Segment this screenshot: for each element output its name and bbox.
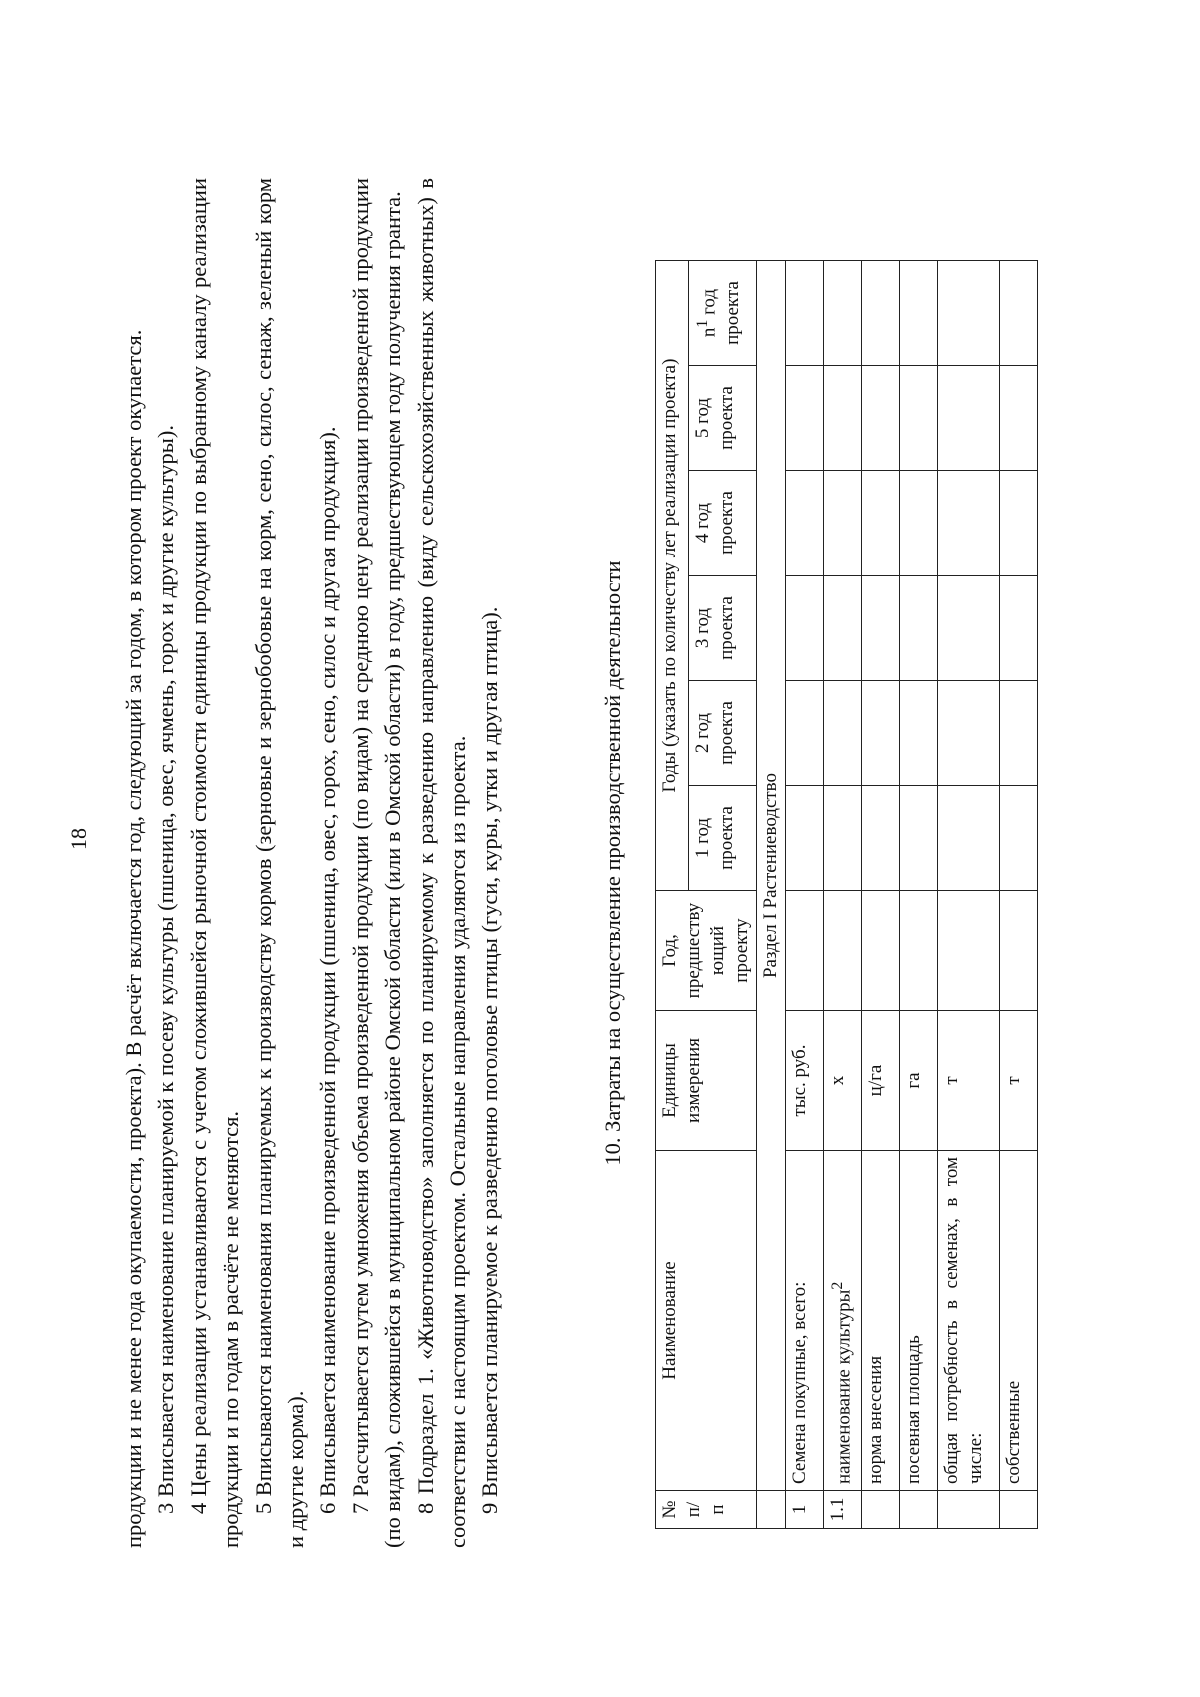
- empty-cell: [938, 471, 1000, 576]
- empty-cell: [938, 681, 1000, 786]
- empty-cell: [900, 471, 938, 576]
- empty-cell: [786, 576, 824, 681]
- empty-cell: [824, 576, 862, 681]
- paragraph: 7 Рассчитывается путем умножения объема произведенной продукции (по видам) на среднюю цену реализации произведенной продукции (по видам), сложившейся в муниципальном районе Омской области (или в Омской области) в году, предшествующем году получения гранта.: [347, 178, 406, 1548]
- row-name-text: наименование культуры: [833, 1289, 855, 1484]
- header-year-2: 2 год проекта: [689, 681, 757, 786]
- row-name: [862, 1151, 900, 1491]
- footnote-mark: 2: [829, 1281, 846, 1290]
- empty-cell: [862, 891, 900, 1011]
- header-year-n: [689, 261, 757, 366]
- empty-cell: [786, 891, 824, 1011]
- empty-cell: [900, 681, 938, 786]
- empty-cell: [1000, 891, 1038, 1011]
- paragraph: 3 Вписывается наименование планируемой к посеву культуры (пшеница, овес, ячмень, горох и другие культуры).: [153, 425, 179, 1514]
- header-row-top: [656, 261, 689, 1529]
- empty-cell: [1000, 471, 1038, 576]
- row-unit: т: [938, 1011, 1000, 1151]
- table-row: [1000, 261, 1038, 1529]
- row-num: 1: [786, 1491, 824, 1529]
- section-row: [757, 261, 786, 1529]
- row-num: [938, 1491, 1000, 1529]
- row-name: [1000, 1151, 1038, 1491]
- row-unit: т: [1000, 1011, 1038, 1151]
- paragraph: 4 Цены реализации устанавливаются с учетом сложившейся рыночной стоимости единицы продукции по выбранному каналу реализации продукции и по годам в расчёте не меняются.: [185, 178, 244, 1548]
- empty-cell: [862, 366, 900, 471]
- empty-cell: [824, 471, 862, 576]
- header-year-n-prefix: n: [698, 327, 720, 338]
- header-year-n-suffix: год проекта: [698, 281, 744, 345]
- empty-cell: [862, 681, 900, 786]
- table-body: [757, 261, 1038, 1529]
- empty-cell: [938, 576, 1000, 681]
- empty-cell: [900, 576, 938, 681]
- empty-cell: [786, 786, 824, 891]
- table-row: [938, 261, 1000, 1529]
- row-num: [1000, 1491, 1038, 1529]
- body-text: [118, 178, 507, 1548]
- row-num: [900, 1491, 938, 1529]
- empty-cell: [862, 786, 900, 891]
- empty-cell: [900, 366, 938, 471]
- row-unit: ц/га: [862, 1011, 900, 1151]
- row-name-text: общая потребность в семенах, в том числе:: [941, 1157, 986, 1484]
- row-name: [938, 1151, 1000, 1491]
- empty-cell: [786, 261, 824, 366]
- empty-cell: [786, 681, 824, 786]
- empty-cell: [900, 261, 938, 366]
- paragraph: 8 Подраздел 1. «Животноводство» заполняется по планируемому к разведению направлению (виду сельскохозяйственных животных) в соответствии с настоящим проектом. Остальные направления удаляются из проекта.: [412, 178, 471, 1548]
- empty-cell: [824, 681, 862, 786]
- empty-cell: [900, 786, 938, 891]
- empty-cell: [938, 366, 1000, 471]
- section-row-num: [757, 1491, 786, 1529]
- header-year-n-sup: 1: [694, 319, 712, 328]
- section-row-label: Раздел I Растениеводство: [757, 261, 786, 1491]
- empty-cell: [938, 786, 1000, 891]
- header-prev-year: Год, предшеству ющий проекту: [656, 891, 757, 1011]
- row-name-text: норма внесения: [865, 1355, 886, 1484]
- row-num: 1.1: [824, 1491, 862, 1529]
- empty-cell: [1000, 576, 1038, 681]
- empty-cell: [824, 786, 862, 891]
- paragraph: 9 Вписывается планируемое к разведению поголовье птицы (гуси, куры, утки и другая птица).: [477, 606, 503, 1514]
- page-number: 18: [66, 828, 91, 850]
- row-name: [786, 1151, 824, 1491]
- header-year-1: 1 год проекта: [689, 786, 757, 891]
- paragraph: 6 Вписывается наименование произведенной продукции (пшеница, овес, горох, сено, силос и другая продукция).: [315, 426, 341, 1514]
- row-name-text: Семена покупные, всего:: [789, 1281, 810, 1484]
- empty-cell: [862, 471, 900, 576]
- row-name-text: собственные: [1003, 1380, 1024, 1484]
- table-row: [824, 261, 862, 1529]
- empty-cell: [862, 261, 900, 366]
- section-title: 10. Затраты на осуществление производственной деятельности: [600, 560, 625, 1166]
- paragraph: продукции и не менее года окупаемости, проекта). В расчёт включается год, следующий за годом, в котором проект окупается.: [121, 329, 146, 1548]
- empty-cell: [1000, 786, 1038, 891]
- header-year-4: 4 год проекта: [689, 471, 757, 576]
- paragraph: 5 Вписываются наименования планируемых к производству кормов (зерновые и зернобобовые на корм, сено, силос, сенаж, зеленый корм и другие корма).: [250, 178, 309, 1548]
- empty-cell: [786, 471, 824, 576]
- empty-cell: [824, 891, 862, 1011]
- table-row: [900, 261, 938, 1529]
- empty-cell: [824, 366, 862, 471]
- header-years-group: Годы (указать по количеству лет реализации проекта): [656, 261, 689, 891]
- header-units: Единицы измерения: [656, 1011, 757, 1151]
- header-name: Наименование: [656, 1151, 757, 1491]
- empty-cell: [938, 261, 1000, 366]
- empty-cell: [1000, 366, 1038, 471]
- empty-cell: [786, 366, 824, 471]
- empty-cell: [1000, 261, 1038, 366]
- table-row: [786, 261, 824, 1529]
- row-unit: х: [824, 1011, 862, 1151]
- row-num: [862, 1491, 900, 1529]
- empty-cell: [824, 261, 862, 366]
- empty-cell: [862, 576, 900, 681]
- row-name: [900, 1151, 938, 1491]
- empty-cell: [938, 891, 1000, 1011]
- empty-cell: [1000, 681, 1038, 786]
- row-name-text: посевная площадь: [903, 1335, 924, 1484]
- row-unit: га: [900, 1011, 938, 1151]
- header-year-3: 3 год проекта: [689, 576, 757, 681]
- row-unit: тыс. руб.: [786, 1011, 824, 1151]
- header-num: № п/п: [656, 1491, 757, 1529]
- table-row: [862, 261, 900, 1529]
- header-year-5: 5 год проекта: [689, 366, 757, 471]
- empty-cell: [900, 891, 938, 1011]
- row-name: [824, 1151, 862, 1491]
- costs-table: [655, 260, 1038, 1529]
